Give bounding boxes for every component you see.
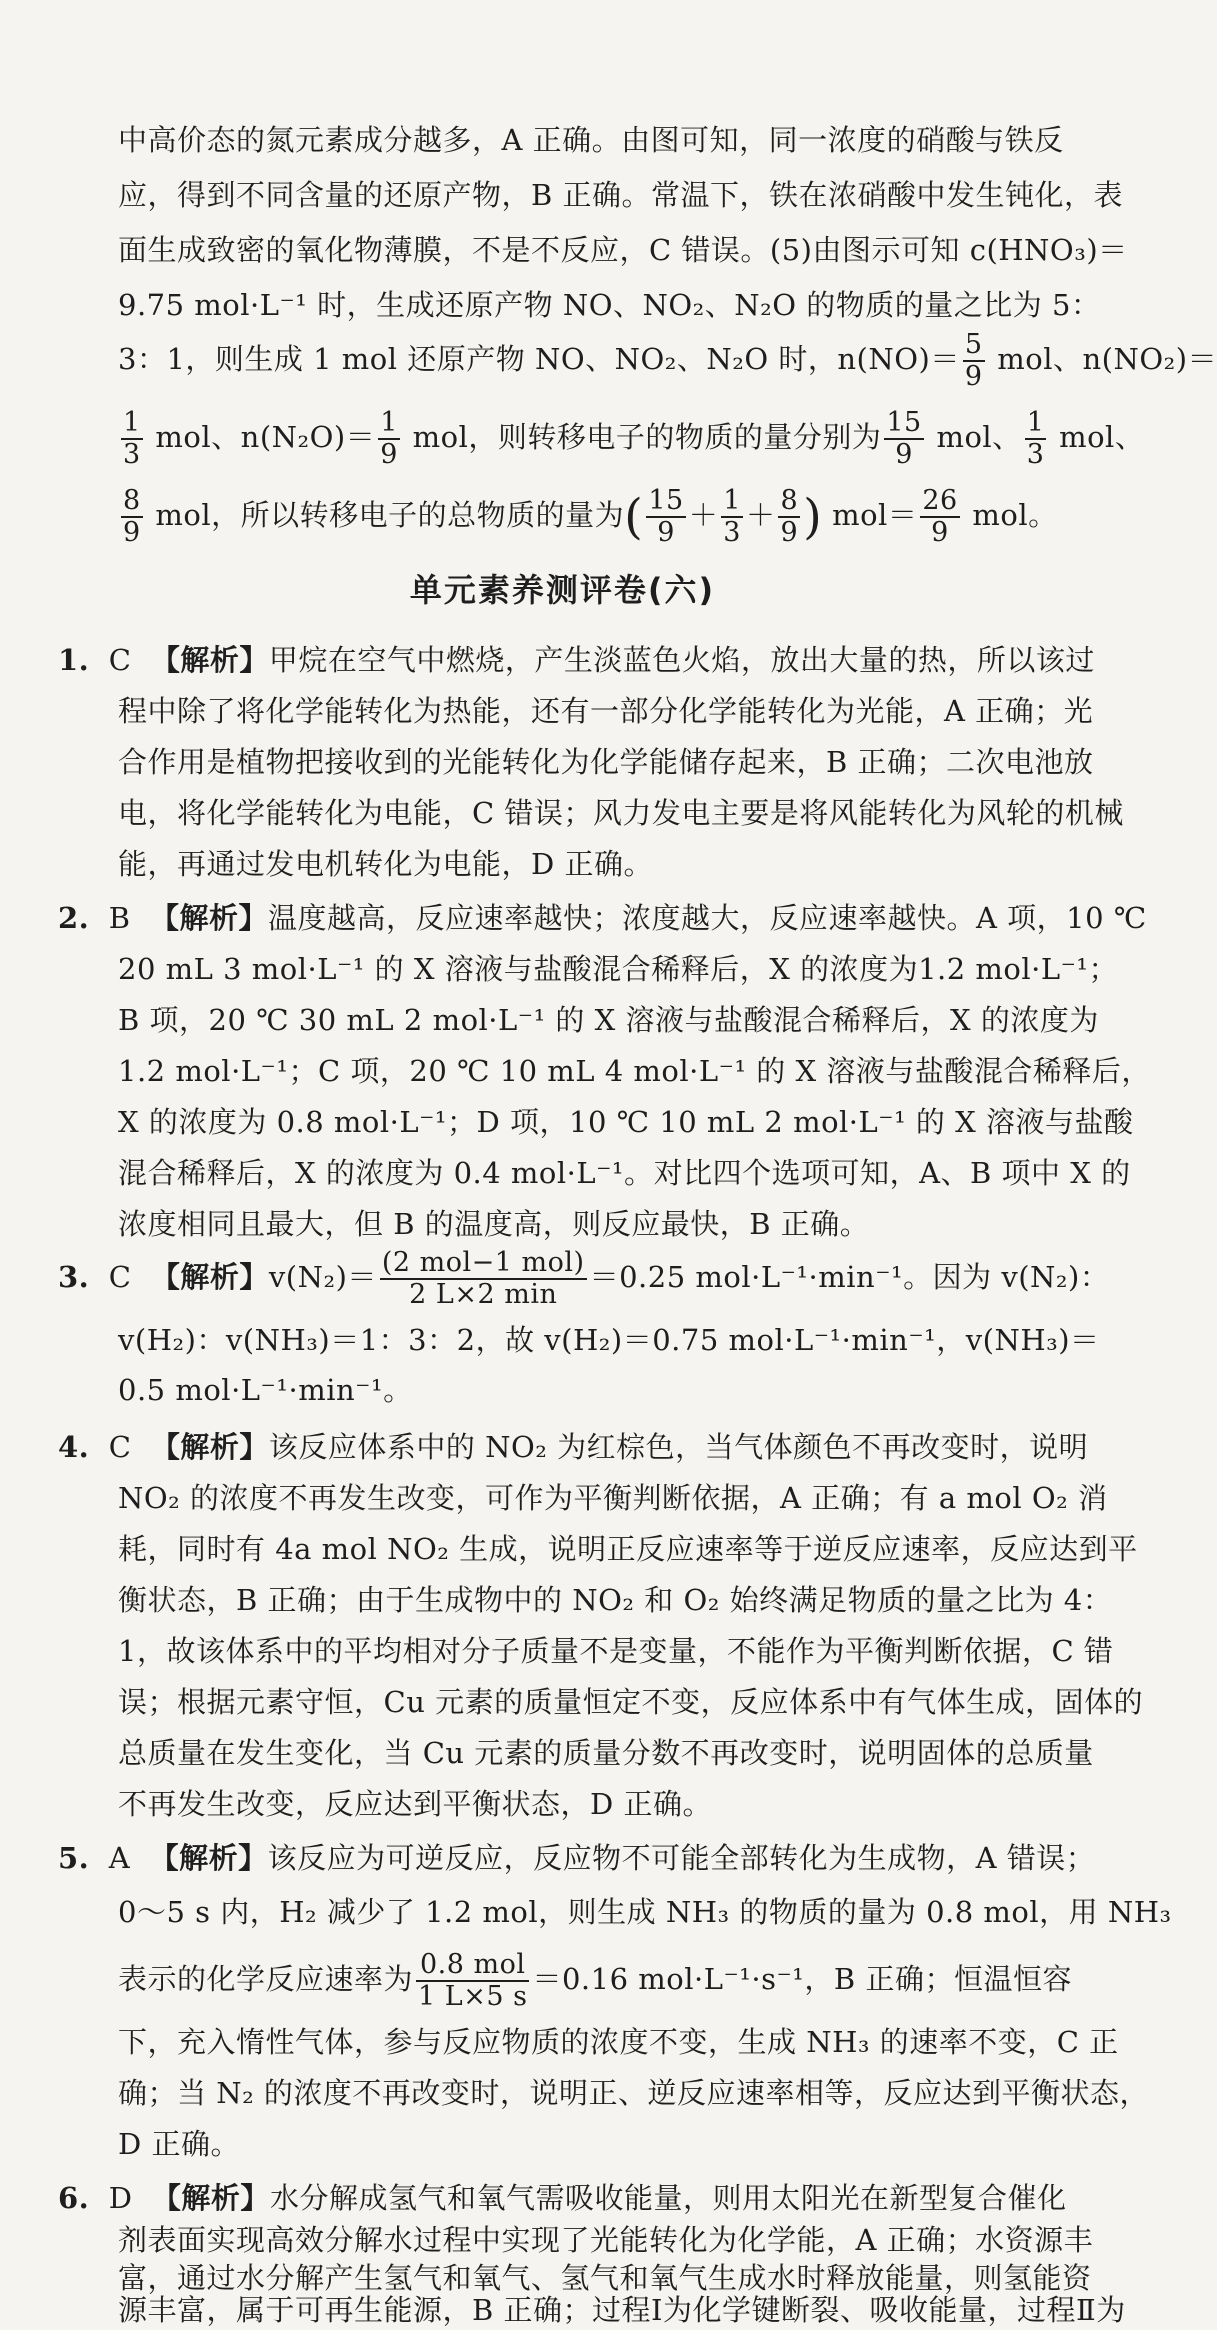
text-segment: mol、: [1059, 420, 1145, 454]
analysis-tag: 【解析】: [149, 901, 268, 935]
denominator: 2 L×2 min: [409, 1279, 558, 1310]
text-line: NO₂ 的浓度不再发生改变，可作为平衡判断依据，A 正确；有 a mol O₂ 消: [118, 1481, 1108, 1515]
text-line: 面生成致密的氧化物薄膜，不是不反应，C 错误。(5)由图示可知 c(HNO₃)＝: [118, 233, 1128, 267]
text-line: v(H₂)：v(NH₃)＝1：3：2，故 v(H₂)＝0.75 mol·L⁻¹·min⁻¹，v(NH₃)＝: [118, 1323, 1100, 1357]
fraction: [884, 408, 923, 470]
denominator: 9: [895, 439, 913, 470]
fraction: [416, 1950, 529, 2012]
numerator: (2 mol−1 mol): [381, 1247, 585, 1278]
text-segment: 该反应体系中的 NO₂ 为红棕色，当气体颜色不再改变时，说明: [268, 1430, 1089, 1464]
fraction: [1025, 408, 1047, 470]
text-segment: mol、: [936, 420, 1022, 454]
item-number: 5.: [58, 1841, 90, 1875]
text-line: [58, 1248, 1109, 1310]
text-line: [58, 2178, 1066, 2218]
text-segment: 3：1，则生成 1 mol 还原产物 NO、NO₂、N₂O 时，n(NO)＝: [118, 342, 960, 376]
text-line: 下，充入惰性气体，参与反应物质的浓度不变，生成 NH₃ 的速率不变，C 正: [118, 2025, 1119, 2059]
text-line: 0.5 mol·L⁻¹·min⁻¹。: [118, 1373, 413, 1407]
text-line: [58, 1427, 1088, 1467]
answer-letter: A: [108, 1841, 131, 1875]
numerator: 15: [886, 407, 922, 438]
denominator: 9: [931, 517, 949, 548]
answer-letter: B: [108, 901, 131, 935]
text-line: 混合稀释后，X 的浓度为 0.4 mol·L⁻¹。对比四个选项可知，A、B 项中 X 的: [118, 1156, 1131, 1190]
text-line: 中高价态的氮元素成分越多，A 正确。由图可知，同一浓度的硝酸与铁反: [118, 123, 1064, 157]
text-segment: 该反应为可逆反应，反应物不可能全部转化为生成物，A 错误；: [267, 1841, 1096, 1875]
analysis-tag: 【解析】: [149, 1841, 268, 1875]
text-line: [58, 1838, 1095, 1878]
text-line: 合作用是植物把接收到的光能转化为化学能储存起来，B 正确；二次电池放: [118, 745, 1094, 779]
fraction: [378, 408, 400, 470]
text-segment: 温度越高，反应速率越快；浓度越大，反应速率越快。A 项，10 ℃: [267, 901, 1147, 935]
numerator: 0.8 mol: [416, 1950, 529, 1982]
numerator: 26: [922, 485, 958, 516]
text-line: X 的浓度为 0.8 mol·L⁻¹；D 项，10 ℃ 10 mL 2 mol·L⁻¹ 的 X 溶液与盐酸: [118, 1105, 1134, 1139]
text-segment: 表示的化学反应速率为: [118, 1962, 414, 1996]
text-line: 1，故该体系中的平均相对分子质量不是变量，不能作为平衡判断依据，C 错: [118, 1634, 1114, 1668]
text-line: B 项，20 ℃ 30 mL 2 mol·L⁻¹ 的 X 溶液与盐酸混合稀释后，X 的浓度为: [118, 1003, 1099, 1037]
text-line: 能，再通过发电机转化为电能，D 正确。: [118, 847, 653, 881]
denominator: 9: [780, 517, 799, 548]
text-line: 应，得到不同含量的还原产物，B 正确。常温下，铁在浓硝酸中发生钝化，表: [118, 178, 1124, 212]
text-line: [118, 1950, 1072, 2012]
answer-letter: C: [108, 1260, 132, 1294]
denominator: 9: [657, 517, 675, 548]
denominator: 3: [1026, 439, 1045, 470]
analysis-tag: 【解析】: [151, 2181, 270, 2215]
numerator: 1: [123, 407, 141, 438]
denominator: 3: [723, 517, 741, 548]
numerator: 8: [780, 485, 799, 516]
item-number: 3.: [58, 1260, 90, 1294]
text-segment: mol。: [972, 498, 1058, 532]
fraction: [920, 486, 959, 548]
denominator: 9: [123, 517, 141, 548]
text-segment: mol，所以转移电子的总物质的量为: [155, 498, 625, 532]
text-line: [58, 898, 1147, 938]
text-line: 20 mL 3 mol·L⁻¹ 的 X 溶液与盐酸混合稀释后，X 的浓度为1.2 mol·L⁻¹；: [118, 952, 1119, 986]
analysis-tag: 【解析】: [150, 1430, 269, 1464]
text-line: 耗，同时有 4a mol NO₂ 生成，说明正反应速率等于逆反应速率，反应达到平: [118, 1532, 1138, 1566]
text-segment: ＝0.16 mol·L⁻¹·s⁻¹，B 正确；恒温恒容: [532, 1962, 1072, 1996]
text-segment: 水分解成氢气和氧气需吸收能量，则用太阳光在新型复合催化: [269, 2181, 1067, 2215]
text-line: 富，通过水分解产生氢气和氧气、氢气和氧气生成水时释放能量，则氢能资: [118, 2261, 1092, 2295]
section-title: 单元素养测评卷(六): [409, 571, 716, 609]
text-line: 确；当 N₂ 的浓度不再改变时，说明正、逆反应速率相等，反应达到平衡状态，: [118, 2076, 1149, 2110]
text-line: 不再发生改变，反应达到平衡状态，D 正确。: [118, 1787, 712, 1821]
text-line: D 正确。: [118, 2127, 240, 2161]
text-line: 剂表面实现高效分解水过程中实现了光能转化为化学能，A 正确；水资源丰: [118, 2223, 1094, 2257]
fraction: [121, 486, 143, 548]
numerator: 1: [1026, 407, 1045, 438]
right-paren: ): [803, 489, 823, 545]
text-line: 0～5 s 内，H₂ 减少了 1.2 mol，则生成 NH₃ 的物质的量为 0.8 mol，用 NH₃: [118, 1895, 1172, 1929]
numerator: 1: [380, 407, 398, 438]
text-line: [118, 330, 1217, 392]
text-segment: v(N₂)＝: [268, 1260, 377, 1294]
fraction: [121, 408, 143, 470]
left-paren: (: [624, 489, 644, 545]
numerator: 1: [723, 485, 741, 516]
item-number: 4.: [58, 1430, 90, 1464]
denominator: 1 L×5 s: [418, 1981, 528, 2012]
fraction: [380, 1248, 587, 1310]
fraction: [721, 486, 743, 548]
item-number: 1.: [58, 643, 90, 677]
text-segment: mol，则转移电子的物质的量分别为: [412, 420, 882, 454]
text-segment: ＝0.25 mol·L⁻¹·min⁻¹。因为 v(N₂)：: [589, 1260, 1110, 1294]
text-line: 总质量在发生变化，当 Cu 元素的质量分数不再改变时，说明固体的总质量: [118, 1736, 1094, 1770]
plus-sign: ＋: [745, 498, 776, 532]
denominator: 3: [123, 439, 141, 470]
numerator: 5: [964, 329, 983, 360]
answer-letter: D: [108, 2181, 133, 2215]
fraction: [963, 330, 985, 392]
text-line: [118, 486, 1058, 548]
text-line: 衡状态，B 正确；由于生成物中的 NO₂ 和 O₂ 始终满足物质的量之比为 4：: [118, 1583, 1113, 1617]
item-number: 6.: [58, 2181, 90, 2215]
text-line: [118, 408, 1144, 470]
numerator: 8: [123, 485, 141, 516]
text-line: 源丰富，属于可再生能源，B 正确；过程Ⅰ为化学键断裂、吸收能量，过程Ⅱ为: [118, 2293, 1126, 2327]
plus-sign: ＋: [688, 498, 719, 532]
text-segment: 甲烷在空气中燃烧，产生淡蓝色火焰，放出大量的热，所以该过: [268, 643, 1095, 677]
fraction: [778, 486, 800, 548]
analysis-tag: 【解析】: [150, 1260, 269, 1294]
text-segment: mol、n(N₂O)＝: [155, 420, 376, 454]
answer-letter: C: [108, 1430, 132, 1464]
text-line: 浓度相同且最大，但 B 的温度高，则反应最快，B 正确。: [118, 1207, 870, 1241]
text-segment: mol＝: [832, 498, 918, 532]
text-line: 1.2 mol·L⁻¹；C 项，20 ℃ 10 mL 4 mol·L⁻¹ 的 X 溶液与盐酸混合稀释后，: [118, 1054, 1151, 1088]
text-line: 程中除了将化学能转化为热能，还有一部分化学能转化为光能，A 正确；光: [118, 694, 1094, 728]
item-number: 2.: [58, 901, 90, 935]
text-line: 9.75 mol·L⁻¹ 时，生成还原产物 NO、NO₂、N₂O 的物质的量之比为 5：: [118, 288, 1101, 322]
answer-letter: C: [108, 643, 132, 677]
text-line: [58, 640, 1095, 680]
denominator: 9: [380, 439, 398, 470]
text-line: 误；根据元素守恒，Cu 元素的质量恒定不变，反应体系中有气体生成，固体的: [118, 1685, 1144, 1719]
text-line: 电，将化学能转化为电能，C 错误；风力发电主要是将风能转化为风轮的机械: [118, 796, 1124, 830]
fraction: [646, 486, 685, 548]
text-segment: mol、n(NO₂)＝: [997, 342, 1217, 376]
numerator: 15: [648, 485, 684, 516]
denominator: 9: [964, 361, 983, 392]
analysis-tag: 【解析】: [150, 643, 269, 677]
